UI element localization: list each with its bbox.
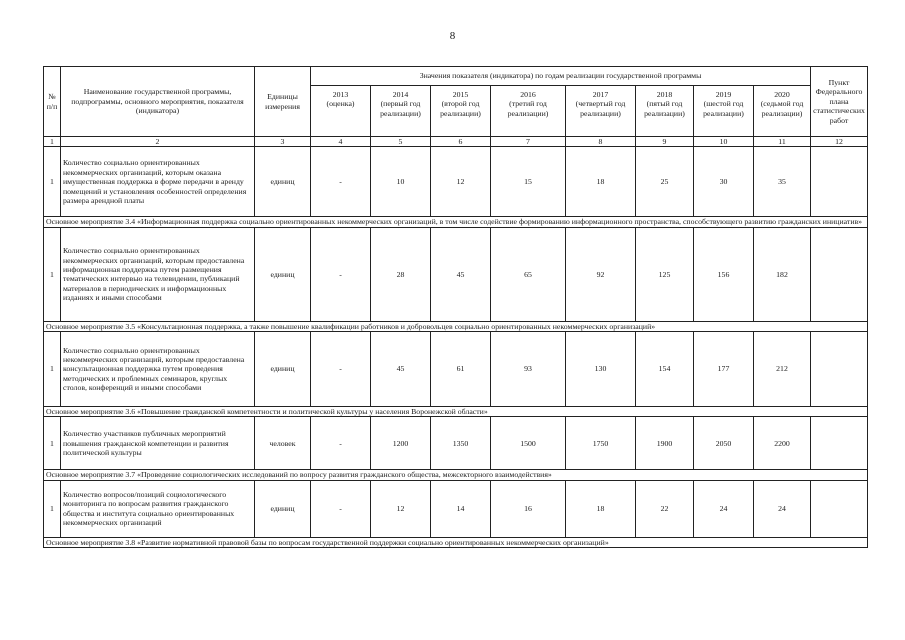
year-label: 2018 <box>656 90 673 99</box>
page-number: 8 <box>449 30 456 42</box>
value-cell: 30 <box>694 147 754 217</box>
value-cell: 45 <box>371 332 431 407</box>
value-cell: 92 <box>566 227 636 321</box>
indicator-name: Количество вопросов/позиций социологического мониторинга по вопросам развития гражданского общества и института социально ориентированных некоммерческих организаций <box>61 480 255 537</box>
row-num: 1 <box>44 227 61 321</box>
value-cell: 93 <box>491 332 566 407</box>
value-cell: - <box>311 227 371 321</box>
value-cell: 154 <box>636 332 694 407</box>
plan-cell <box>811 417 868 470</box>
header-year <box>371 86 431 137</box>
indicator-name: Количество участников публичных мероприятий повышения гражданской компетенции и развития политической культуры <box>61 417 255 470</box>
value-cell: 18 <box>566 480 636 537</box>
value-cell: 156 <box>694 227 754 321</box>
year-note: (оценка) <box>326 99 355 109</box>
year-label: 2014 <box>392 90 409 99</box>
header-year <box>491 86 566 137</box>
year-label: 2013 <box>332 90 349 99</box>
section-row <box>44 321 868 331</box>
value-cell: 1900 <box>636 417 694 470</box>
value-cell: 1750 <box>566 417 636 470</box>
header-year <box>636 86 694 137</box>
plan-cell <box>811 480 868 537</box>
value-cell: 18 <box>566 147 636 217</box>
indicator-row <box>44 417 868 470</box>
value-cell: - <box>311 332 371 407</box>
value-cell: 1200 <box>371 417 431 470</box>
row-num: 1 <box>44 147 61 217</box>
plan-cell <box>811 332 868 407</box>
year-label: 2015 <box>452 90 469 99</box>
indicator-row <box>44 332 868 407</box>
year-label: 2019 <box>715 90 732 99</box>
section-row <box>44 407 868 417</box>
column-index: 3 <box>255 137 311 147</box>
value-cell: - <box>311 147 371 217</box>
value-cell: 130 <box>566 332 636 407</box>
value-cell: - <box>311 480 371 537</box>
section-title: Основное мероприятие 3.6 «Повышение гражданской компетентности и политической культуры у населения Воронежской области» <box>44 407 868 417</box>
plan-cell <box>811 227 868 321</box>
column-index: 7 <box>491 137 566 147</box>
value-cell: 24 <box>754 480 811 537</box>
indicator-table <box>43 66 868 548</box>
column-index: 8 <box>566 137 636 147</box>
value-cell: 65 <box>491 227 566 321</box>
column-index: 9 <box>636 137 694 147</box>
unit-cell: единиц <box>255 332 311 407</box>
section-title: Основное мероприятие 3.4 «Информационная поддержка социально ориентированных некоммерческих организаций, в том числе содействие формированию информационного пространства, способствующего развитию гражданских инициатив» <box>44 217 868 227</box>
header-year <box>566 86 636 137</box>
column-index: 4 <box>311 137 371 147</box>
year-label: 2017 <box>592 90 609 99</box>
header-year <box>431 86 491 137</box>
unit-cell: единиц <box>255 480 311 537</box>
column-index-row <box>44 137 868 147</box>
indicator-row <box>44 480 868 537</box>
year-note: (седьмой год реализации) <box>760 99 804 118</box>
value-cell: 25 <box>636 147 694 217</box>
row-num: 1 <box>44 332 61 407</box>
row-num: 1 <box>44 480 61 537</box>
header-plan: Пункт Федерального плана статистических работ <box>811 67 868 137</box>
unit-cell: человек <box>255 417 311 470</box>
value-cell: 45 <box>431 227 491 321</box>
section-title: Основное мероприятие 3.7 «Проведение социологических исследований по вопросу развития гражданского общества, межсекторного взаимодействия» <box>44 470 868 480</box>
section-row <box>44 537 868 547</box>
value-cell: 35 <box>754 147 811 217</box>
section-row <box>44 470 868 480</box>
value-cell: 125 <box>636 227 694 321</box>
header-year <box>754 86 811 137</box>
value-cell: 12 <box>371 480 431 537</box>
value-cell: 22 <box>636 480 694 537</box>
year-note: (второй год реализации) <box>440 99 481 118</box>
value-cell: 1350 <box>431 417 491 470</box>
column-index: 2 <box>61 137 255 147</box>
value-cell: 1500 <box>491 417 566 470</box>
header-num: № п/п <box>44 67 61 137</box>
header-unit: Единицы измерения <box>255 67 311 137</box>
year-note: (третий год реализации) <box>507 99 549 118</box>
value-cell: 15 <box>491 147 566 217</box>
value-cell: - <box>311 417 371 470</box>
value-cell: 16 <box>491 480 566 537</box>
indicator-name: Количество социально ориентированных некоммерческих организаций, которым предоставлена информационная поддержка путем размещения тематических интервью на телевидении, публикаций материалов в периодических и информационных изданиях и иными способами <box>61 227 255 321</box>
plan-cell <box>811 147 868 217</box>
column-index: 11 <box>754 137 811 147</box>
value-cell: 24 <box>694 480 754 537</box>
header-values-group: Значения показателя (индикатора) по годам реализации государственной программы <box>311 67 811 86</box>
year-note: (четвертый год реализации) <box>575 99 626 118</box>
section-title: Основное мероприятие 3.5 «Консультационная поддержка, а также повышение квалификации работников и добровольцев социально ориентированных некоммерческих организаций» <box>44 321 868 331</box>
value-cell: 177 <box>694 332 754 407</box>
section-title: Основное мероприятие 3.8 «Развитие нормативной правовой базы по вопросам государственной поддержки социально ориентированных некоммерческих организаций» <box>44 537 868 547</box>
column-index: 12 <box>811 137 868 147</box>
value-cell: 2050 <box>694 417 754 470</box>
column-index: 1 <box>44 137 61 147</box>
year-label: 2020 <box>774 90 790 99</box>
value-cell: 12 <box>431 147 491 217</box>
indicator-row <box>44 227 868 321</box>
header-row-top <box>44 67 868 86</box>
year-note: (шестой год реализации) <box>703 99 744 118</box>
header-name: Наименование государственной программы, подпрограммы, основного мероприятия, показателя (индикатора) <box>61 67 255 137</box>
value-cell: 28 <box>371 227 431 321</box>
value-cell: 182 <box>754 227 811 321</box>
header-year <box>694 86 754 137</box>
value-cell: 10 <box>371 147 431 217</box>
value-cell: 14 <box>431 480 491 537</box>
unit-cell: единиц <box>255 147 311 217</box>
value-cell: 61 <box>431 332 491 407</box>
year-note: (пятый год реализации) <box>644 99 685 118</box>
row-num: 1 <box>44 417 61 470</box>
indicator-row <box>44 147 868 217</box>
value-cell: 2200 <box>754 417 811 470</box>
column-index: 5 <box>371 137 431 147</box>
unit-cell: единиц <box>255 227 311 321</box>
column-index: 10 <box>694 137 754 147</box>
indicator-name: Количество социально ориентированных некоммерческих организаций, которым предоставлена консультационная поддержка путем проведения методических и проблемных семинаров, круглых столов, конференций и иными способами <box>61 332 255 407</box>
indicator-name: Количество социально ориентированных некоммерческих организаций, которым оказана имущественная поддержка в форме передачи в аренду помещений и установления особенностей определения размера арендной платы <box>61 147 255 217</box>
year-label: 2016 <box>520 90 536 99</box>
section-row <box>44 217 868 227</box>
value-cell: 212 <box>754 332 811 407</box>
header-year <box>311 86 371 137</box>
year-note: (первый год реализации) <box>380 99 421 118</box>
column-index: 6 <box>431 137 491 147</box>
